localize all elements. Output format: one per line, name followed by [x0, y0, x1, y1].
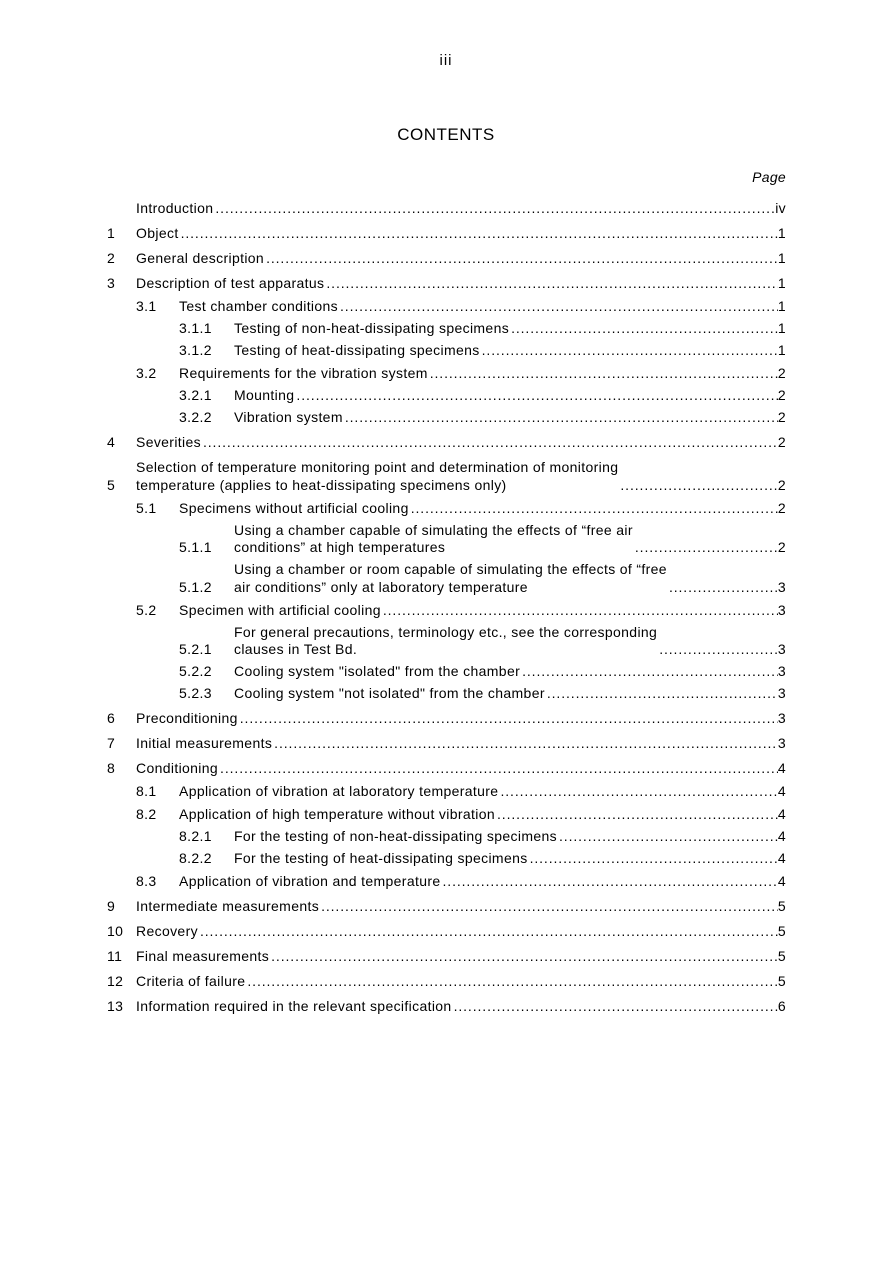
toc-entry-title [234, 387, 294, 405]
toc-entry-page: 2 [777, 499, 786, 516]
toc-entry-title [136, 434, 201, 452]
toc-entry[interactable] [107, 500, 786, 518]
toc-entry-page: 3 [777, 578, 786, 595]
toc-entry-number: 5 [107, 476, 116, 493]
dot-leader [200, 923, 778, 941]
toc-entry-title-line: Requirements for the vibration system [179, 365, 428, 381]
toc-entry-title-line: Cooling system "not isolated" from the chamber [234, 685, 545, 701]
dot-leader [215, 200, 775, 218]
toc-entry-title-line: Introduction [136, 200, 214, 216]
toc-entry-title [234, 522, 633, 557]
toc-entry-title-line: Test chamber conditions [179, 298, 339, 314]
toc-entry[interactable] [107, 873, 786, 891]
toc-entry-title [136, 760, 218, 778]
toc-entry-title [234, 850, 528, 868]
dot-leader [522, 663, 778, 681]
toc-entry[interactable] [107, 365, 786, 383]
dot-leader [547, 685, 778, 703]
toc-entry-title-line: Recovery [136, 923, 198, 939]
dot-leader [345, 409, 778, 427]
contents-title: CONTENTS [397, 125, 495, 144]
toc-entry-title-line: Description of test apparatus [136, 275, 325, 291]
toc-entry-number: 5.2 [136, 601, 157, 618]
toc-entry-title [136, 973, 245, 991]
toc-entry-title [234, 342, 480, 360]
toc-entry-page: 1 [777, 320, 786, 336]
toc-entry-page: 3 [777, 601, 786, 618]
toc-entry[interactable] [107, 298, 786, 316]
toc-entry[interactable] [107, 434, 786, 452]
toc-entry-title-line: Application of high temperature without vibration [179, 806, 495, 822]
toc-entry-number: 8.2.2 [179, 850, 212, 866]
toc-entry-page: 4 [777, 828, 786, 844]
toc-entry-title [234, 663, 520, 681]
toc-entry-title-line: Using a chamber capable of simulating the effects of “free air [234, 521, 633, 538]
toc-entry-title-line: For the testing of heat-dissipating specimens [234, 850, 528, 866]
toc-entry-page: 2 [777, 387, 786, 403]
toc-entry-page: 5 [777, 923, 786, 939]
toc-entry-title [234, 320, 509, 338]
toc-entry-number: 8 [107, 760, 116, 776]
toc-entry[interactable] [107, 898, 786, 916]
toc-entry-page: 4 [777, 760, 786, 776]
toc-entry-page: 3 [777, 641, 786, 657]
toc-entry-title-line: Using a chamber or room capable of simulating the effects of “free [234, 561, 667, 577]
toc-entry-page: 3 [777, 710, 786, 726]
toc-entry-number: 3.2 [136, 365, 157, 381]
toc-entry-title-line: Application of vibration at laboratory temperature [179, 783, 499, 799]
toc-entry-page: 2 [777, 539, 786, 555]
dot-leader [240, 710, 778, 728]
toc-entry-number: 12 [107, 973, 124, 989]
toc-entry[interactable] [107, 783, 786, 801]
toc-entry[interactable] [107, 735, 786, 753]
toc-entry[interactable] [107, 250, 786, 268]
dot-leader [181, 225, 778, 243]
toc-entry-page: 5 [777, 973, 786, 989]
toc-entry-title [179, 602, 381, 620]
toc-entry-title-line: conditions” at high temperatures [234, 539, 446, 555]
toc-entry-number: 8.3 [136, 873, 157, 889]
toc-entry-number: 4 [107, 434, 116, 450]
toc-entry-number: 5.2.1 [179, 641, 212, 657]
toc-entry-title-line: Mounting [234, 387, 295, 403]
dot-leader [203, 434, 778, 452]
toc-entry-title-line: Specimen with artificial cooling [179, 601, 381, 618]
toc-entry-title [136, 459, 618, 494]
toc-entry-title [179, 783, 498, 801]
toc-entry-title [234, 828, 557, 846]
toc-entry-number: 5.2.3 [179, 685, 212, 701]
toc-entry-number: 1 [107, 225, 116, 241]
toc-entry-title-line: clauses in Test Bd. [234, 641, 358, 657]
dot-leader [340, 298, 778, 316]
toc-entry-page: 1 [777, 250, 786, 266]
toc-entry-title-line: Criteria of failure [136, 973, 246, 989]
toc-entry[interactable] [107, 459, 786, 494]
toc-entry-page: 6 [777, 998, 786, 1014]
toc-entry-title-line: Vibration system [234, 409, 343, 425]
toc-entry-title [179, 500, 409, 518]
dot-leader [500, 783, 777, 801]
page-number: iii [439, 52, 453, 69]
dot-leader [266, 250, 778, 268]
toc-entry-number: 3.2.2 [179, 409, 212, 425]
toc-entry[interactable] [107, 522, 786, 557]
toc-entry-number: 6 [107, 710, 116, 726]
toc-entry-title-line: Intermediate measurements [136, 898, 320, 914]
toc-entry-title [136, 998, 452, 1016]
toc-entry-title-line: Information required in the relevant specification [136, 998, 452, 1014]
toc-entry-page: 1 [777, 225, 786, 241]
dot-leader [247, 973, 778, 991]
toc-entry-title-line: Initial measurements [136, 735, 273, 751]
dot-leader [442, 873, 777, 891]
toc-entry-page: 3 [777, 685, 786, 701]
toc-entry-number: 5.1 [136, 499, 157, 516]
dot-leader [326, 275, 778, 293]
toc-entry-title [136, 225, 179, 243]
toc-entry-title-line: Application of vibration and temperature [179, 873, 441, 889]
toc-entry[interactable] [107, 561, 786, 596]
toc-entry[interactable] [107, 685, 786, 703]
toc-entry[interactable] [107, 624, 786, 659]
toc-entry-title-line: For the testing of non-heat-dissipating specimens [234, 828, 557, 844]
dot-leader [383, 602, 778, 620]
toc-entry[interactable] [107, 923, 786, 941]
toc-entry-title [136, 275, 324, 293]
toc-entry-title-line: temperature (applies to heat-dissipating specimens only) [136, 476, 507, 493]
toc-entry[interactable] [107, 710, 786, 728]
toc-entry-number: 10 [107, 923, 124, 939]
toc-entry-title-line: For general precautions, terminology etc., see the corresponding [234, 623, 658, 640]
toc-entry-page: 3 [777, 735, 786, 751]
dot-leader [296, 387, 777, 405]
toc-entry-title [136, 948, 269, 966]
toc-entry-title [179, 873, 440, 891]
toc-entry-page: 5 [777, 898, 786, 914]
toc-entry-page: 2 [777, 476, 786, 493]
toc-entry-title [234, 561, 667, 596]
page-column-label: Page [752, 169, 786, 185]
toc-entry-page: 4 [777, 850, 786, 866]
toc-entry[interactable] [107, 828, 786, 846]
toc-entry-page: 1 [777, 275, 786, 291]
toc-entry-number: 3.1.2 [179, 342, 212, 358]
toc-entry[interactable] [107, 320, 786, 338]
table-of-contents [107, 200, 786, 1016]
toc-entry-title-line: Object [136, 225, 179, 241]
toc-entry-page: 1 [777, 342, 786, 358]
dot-leader [430, 365, 778, 383]
toc-entry[interactable] [107, 225, 786, 243]
toc-entry-title-line: Testing of heat-dissipating specimens [234, 342, 480, 358]
dot-leader [220, 760, 778, 778]
dot-leader [559, 828, 778, 846]
toc-entry[interactable] [107, 760, 786, 778]
toc-entry-title [136, 200, 213, 218]
toc-entry-number: 5.1.2 [179, 578, 212, 595]
toc-entry-page: 1 [777, 298, 786, 314]
toc-entry-number: 3 [107, 275, 116, 291]
toc-entry-number: 3.1 [136, 298, 157, 314]
toc-entry[interactable] [107, 387, 786, 405]
dot-leader [271, 948, 778, 966]
dot-leader [669, 579, 778, 597]
toc-entry-title-line: Selection of temperature monitoring point and determination of monitoring [136, 459, 619, 475]
toc-entry-number: 5.1.1 [179, 539, 212, 555]
dot-leader [620, 477, 777, 495]
toc-entry-title [179, 806, 495, 824]
toc-entry[interactable] [107, 200, 786, 218]
toc-entry-page: 2 [777, 365, 786, 381]
toc-entry-number: 8.2 [136, 806, 157, 822]
toc-entry-number: 7 [107, 735, 116, 751]
toc-entry-page: iv [775, 200, 786, 216]
toc-entry-title [179, 365, 428, 383]
toc-entry-number: 3.2.1 [179, 387, 212, 403]
toc-entry-title-line: Testing of non-heat-dissipating specimens [234, 320, 510, 336]
toc-entry-title [234, 624, 657, 659]
toc-entry-title-line: Cooling system "isolated" from the chamber [234, 663, 521, 679]
toc-entry-page: 2 [777, 434, 786, 450]
toc-entry-number: 8.2.1 [179, 828, 212, 844]
toc-entry-title [234, 409, 343, 427]
toc-entry-title [136, 250, 264, 268]
toc-entry-title [136, 735, 272, 753]
toc-entry-page: 2 [777, 409, 786, 425]
toc-entry-title-line: Final measurements [136, 948, 270, 964]
toc-entry-title-line: Severities [136, 434, 201, 450]
toc-entry-number: 11 [107, 948, 123, 964]
toc-entry[interactable] [107, 275, 786, 293]
toc-entry-page: 3 [777, 663, 786, 679]
toc-entry-title [136, 923, 198, 941]
toc-entry-title [136, 898, 319, 916]
toc-entry[interactable] [107, 409, 786, 427]
toc-entry-title [179, 298, 338, 316]
toc-entry[interactable] [107, 973, 786, 991]
toc-entry-number: 13 [107, 998, 124, 1014]
toc-entry[interactable] [107, 850, 786, 868]
dot-leader [482, 342, 778, 360]
dot-leader [321, 898, 778, 916]
dot-leader [454, 998, 778, 1016]
toc-entry-number: 8.1 [136, 783, 157, 799]
toc-entry-title [234, 685, 545, 703]
dot-leader [659, 641, 778, 659]
toc-entry-number: 2 [107, 250, 116, 266]
toc-entry-title-line: General description [136, 250, 265, 266]
toc-entry-title-line: Preconditioning [136, 710, 238, 726]
toc-entry-title-line: air conditions” only at laboratory temperature [234, 578, 528, 595]
toc-entry-number: 9 [107, 898, 116, 914]
toc-entry[interactable] [107, 342, 786, 360]
toc-entry-page: 4 [777, 873, 786, 889]
dot-leader [635, 539, 778, 557]
dot-leader [497, 806, 778, 824]
toc-entry-number: 5.2.2 [179, 663, 212, 679]
toc-entry[interactable] [107, 806, 786, 824]
toc-entry[interactable] [107, 998, 786, 1016]
toc-entry-title-line: Specimens without artificial cooling [179, 499, 409, 516]
toc-entry[interactable] [107, 663, 786, 681]
toc-entry-title [136, 710, 238, 728]
toc-entry[interactable] [107, 948, 786, 966]
toc-entry-page: 4 [777, 806, 786, 822]
toc-entry-page: 4 [777, 783, 786, 799]
dot-leader [511, 320, 778, 338]
toc-entry[interactable] [107, 602, 786, 620]
dot-leader [274, 735, 778, 753]
dot-leader [411, 500, 778, 518]
toc-entry-number: 3.1.1 [179, 320, 212, 336]
dot-leader [530, 850, 778, 868]
toc-entry-title-line: Conditioning [136, 760, 219, 776]
toc-entry-page: 5 [777, 948, 786, 964]
